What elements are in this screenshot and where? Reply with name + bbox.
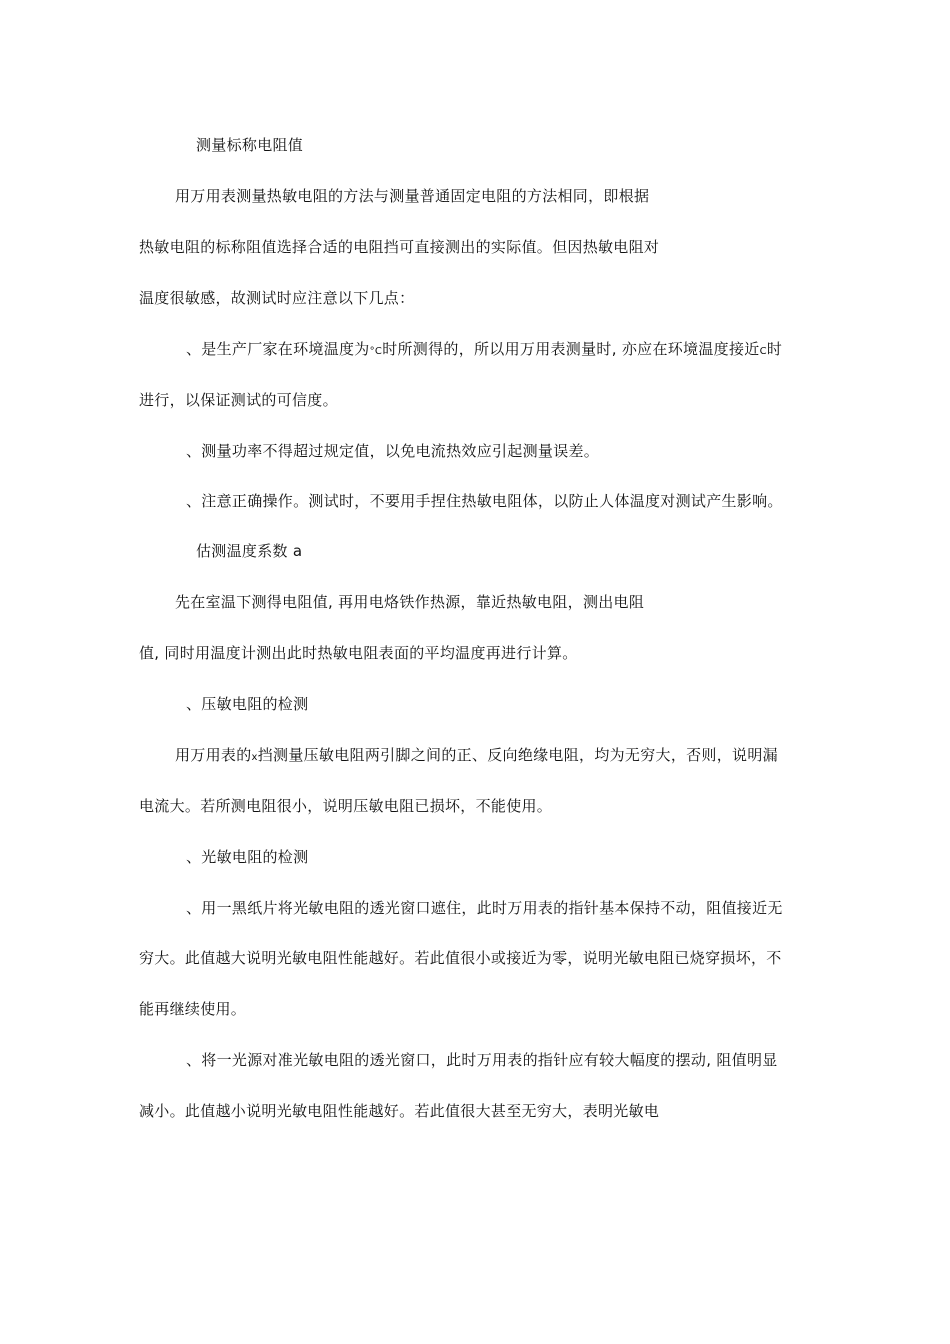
paragraph-line: 值, 同时用温度计测出此时热敏电阻表面的平均温度再进行计算。 [139, 644, 578, 662]
paragraph-line: 电流大。若所测电阻很小，说明压敏电阻已损坏，不能使用。 [139, 797, 553, 815]
paragraph-line: 温度很敏感，故测试时应注意以下几点： [139, 289, 415, 307]
text-run: 挡测量压敏电阻两引脚之间的正、反向绝缘电阻，均为无穷大，否则，说明漏 [257, 746, 778, 764]
paragraph-line: 用万用表测量热敏电阻的方法与测量普通固定电阻的方法相同，即根据 [175, 187, 650, 205]
unit-text: °C [369, 346, 383, 357]
text-run: 、是生产厂家在环境温度为 [186, 340, 370, 358]
list-item-line: 、用一黑纸片将光敏电阻的透光窗口遮住，此时万用表的指针基本保持不动，阻值接近无 [186, 899, 783, 917]
paragraph-line: 能再继续使用。 [139, 1000, 247, 1018]
paragraph-line: 减小。此值越小说明光敏电阻性能越好。若此值很大甚至无穷大，表明光敏电 [139, 1102, 660, 1120]
paragraph-line: 先在室温下测得电阻值, 再用电烙铁作热源，靠近热敏电阻，测出电阻 [175, 593, 645, 611]
text-run: 时所测得的，所以用万用表测量时 [382, 340, 612, 358]
list-item-line: 、将一光源对准光敏电阻的透光窗口，此时万用表的指针应有较大幅度的摆动, 阻值明显 [186, 1051, 778, 1069]
list-item-line [186, 339, 782, 362]
section-heading-varistor: 、压敏电阻的检测 [186, 695, 309, 713]
paragraph-line [175, 745, 778, 768]
unit-text: C [759, 346, 767, 357]
list-item-line: 、注意正确操作。测试时，不要用手捏住热敏电阻体，以防止人体温度对测试产生影响。 [186, 492, 783, 510]
paragraph-line: 热敏电阻的标称阻值选择合适的电阻挡可直接测出的实际值。但因热敏电阻对 [139, 238, 660, 256]
paragraph-line: 穷大。此值越大说明光敏电阻性能越好。若此值很小或接近为零，说明光敏电阻已烧穿损坏，不 [139, 949, 782, 967]
paragraph-line: 进行，以保证测试的可信度。 [139, 391, 338, 409]
unit-text: x [251, 752, 258, 763]
list-item-line: 、测量功率不得超过规定值，以免电流热效应引起测量误差。 [186, 442, 600, 460]
section-heading-nominal-resistance: 测量标称电阻值 [196, 136, 304, 154]
text-run: 用万用表的 [175, 746, 252, 764]
text-run: 时 [766, 340, 783, 358]
section-heading-photoresistor: 、光敏电阻的检测 [186, 848, 309, 866]
section-heading-temp-coefficient: 估测温度系数 a [196, 542, 303, 560]
text-run: , 亦应在环境温度接近 [611, 340, 760, 358]
